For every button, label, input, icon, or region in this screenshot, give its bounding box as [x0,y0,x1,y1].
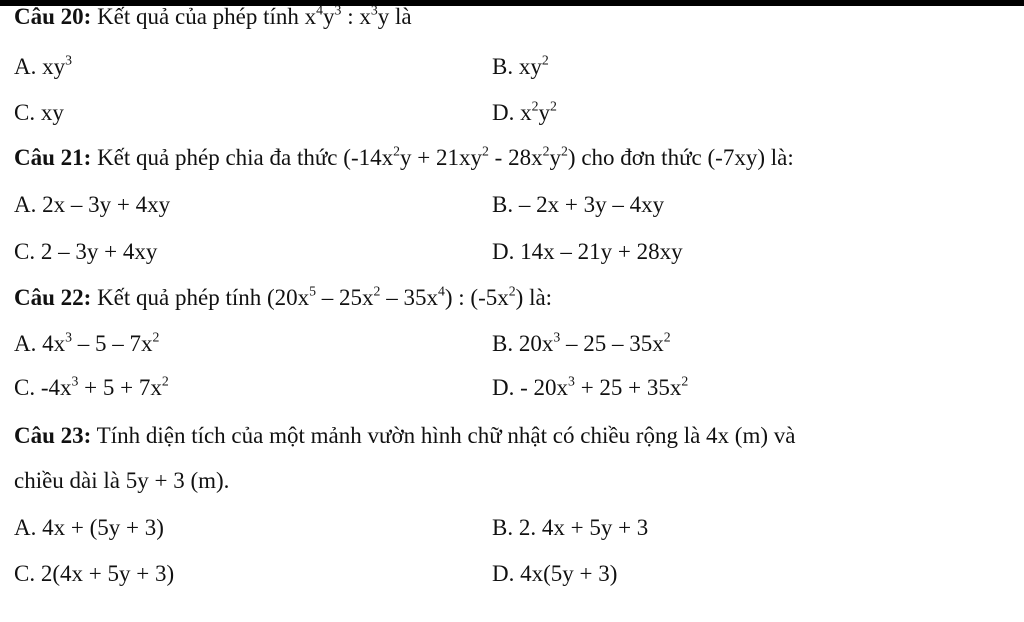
question-label: Câu 20: [14,4,92,29]
option-text: 2x – 3y + 4xy [42,192,171,217]
option-text: xy [40,100,64,125]
question-20 [14,4,412,30]
question-text: chiều dài là 5y + 3 (m). [14,468,230,493]
question-text: Kết quả phép chia đa thức [97,145,338,170]
question-text-end: là: [529,285,553,310]
question-label: Câu 21: [14,145,92,170]
question-expression: $x^4y^3$ : $x^3y$ [304,2,390,29]
option-letter: D. [492,239,515,264]
question-text: Tính diện tích của một mảnh vườn hình chữ nhật có chiều rộng là 4x (m) và [96,423,796,448]
option-text: $-4x^3 + 5 + 7x^2$ [40,373,169,400]
question-text-end: là [395,4,412,29]
option-text: 2 – 3y + 4xy [40,239,158,264]
question-23 [14,423,795,449]
option-letter: B. [492,192,514,217]
option-b[interactable] [492,515,648,541]
option-c[interactable] [14,100,64,126]
option-b[interactable] [492,54,549,80]
option-letter: A. [14,515,37,540]
option-letter: A. [14,192,37,217]
question-23-continued [14,468,229,494]
option-text: $20x^3 - 25 - 35x^2$ [518,329,671,356]
option-c[interactable] [14,375,169,401]
option-a[interactable] [14,54,72,80]
question-text: Kết quả của phép tính [97,4,299,29]
option-letter: C. [14,561,36,586]
option-d[interactable] [492,100,557,126]
option-letter: D. [492,561,515,586]
option-text: – 2x + 3y – 4xy [518,192,665,217]
question-expression: $(-14x^2y + 21xy^2 - 28x^2y^2)$ [343,143,576,170]
option-text: 14x – 21y + 28xy [520,239,683,264]
option-b[interactable] [492,192,664,218]
question-text-end: cho đơn thức (-7xy) là: [581,145,794,170]
option-letter: B. [492,331,514,356]
option-a[interactable] [14,331,159,357]
option-letter: D. [492,100,515,125]
option-text: $4x^3 - 5 - 7x^2$ [42,329,160,356]
option-letter: A. [14,331,37,356]
option-d[interactable] [492,239,683,265]
question-22 [14,285,552,311]
option-letter: C. [14,239,36,264]
option-letter: D. [492,375,515,400]
question-text: Kết quả phép tính [97,285,262,310]
option-text: 4x(5y + 3) [520,561,618,586]
option-letter: C. [14,375,36,400]
option-d[interactable] [492,561,617,587]
question-label: Câu 22: [14,285,92,310]
option-text: $xy^2$ [518,52,549,79]
question-expression: $(20x^5 - 25x^2 - 35x^4)$ : $(-5x^2)$ [266,283,524,310]
option-c[interactable] [14,561,174,587]
question-21 [14,145,794,171]
option-letter: A. [14,54,37,79]
option-letter: C. [14,100,36,125]
option-letter: B. [492,515,514,540]
question-label: Câu 23: [14,423,92,448]
option-d[interactable] [492,375,688,401]
option-a[interactable] [14,192,170,218]
option-a[interactable] [14,515,164,541]
option-c[interactable] [14,239,157,265]
option-letter: B. [492,54,514,79]
option-b[interactable] [492,331,671,357]
option-text: 2. 4x + 5y + 3 [518,515,649,540]
option-text: - $20x^3 + 25 + 35x^2$ [520,373,689,400]
option-text: $xy^3$ [42,52,73,79]
option-text: 4x + (5y + 3) [42,515,164,540]
option-text: $x^2y^2$ [520,98,557,125]
option-text: 2(4x + 5y + 3) [40,561,175,586]
